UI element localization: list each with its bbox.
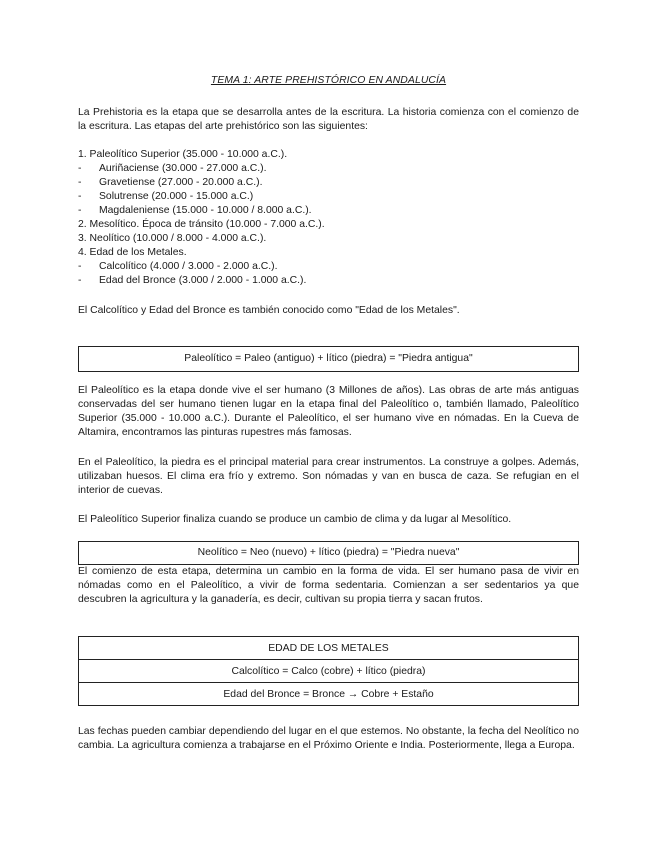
metals-table bbox=[78, 636, 579, 706]
neolitico-definition-box: Neolítico = Neo (nuevo) + lítico (piedra) = "Piedra nueva" bbox=[78, 541, 579, 565]
page-title: TEMA 1: ARTE PREHISTÓRICO EN ANDALUCÍA bbox=[210, 75, 447, 86]
dash-marker: - bbox=[78, 163, 82, 174]
substage-label: Solutrense (20.000 - 15.000 a.C.) bbox=[99, 191, 254, 202]
table-row bbox=[79, 660, 579, 683]
paleolitico-definition-box: Paleolítico = Paleo (antiguo) + lítico (piedra) = "Piedra antigua" bbox=[78, 346, 579, 372]
paleolitico-paragraph-1: El Paleolítico es la etapa donde vive el ser humano (3 Millones de años). Las obras de arte más antiguas conservadas del ser humano tienen lugar en la etapa final del Paleolítico o, también llamado, Paleolítico Superior (35.000 - 10.000 a.C.). Durante el Paleolítico, el ser humano vive en nómadas. En la Cueva de Altamira, encontramos las pinturas rupestres más famosas. bbox=[78, 385, 579, 438]
stage-item-mesolitico: 2. Mesolítico. Época de tránsito (10.000 - 7.000 a.C.). bbox=[78, 219, 325, 230]
paleolitico-paragraph-3: El Paleolítico Superior finaliza cuando se produce un cambio de clima y da lugar al Mesolítico. bbox=[78, 514, 512, 525]
substage-item bbox=[78, 162, 579, 176]
dash-marker: - bbox=[78, 205, 82, 216]
neolitico-paragraph: El comienzo de esta etapa, determina un cambio en la forma de vida. El ser humano pasa de vivir en nómadas como en el Paleolítico, a vivir de forma sedentaria. Comienzan a ser sedentarios ya que descubren la agricultura y la ganadería, es decir, cultivan su propia tierra y sacan frutos. bbox=[78, 566, 579, 605]
final-paragraph: Las fechas pueden cambiar dependiendo del lugar en el que estemos. No obstante, la fecha del Neolítico no cambia. La agricultura comienza a trabajarse en el Próximo Oriente e India. Posteriormente, llega a Europa. bbox=[78, 726, 579, 751]
table-row bbox=[79, 683, 579, 706]
substage-label: Auriñaciense (30.000 - 27.000 a.C.). bbox=[99, 163, 267, 174]
stage-item-neolitico: 3. Neolítico (10.000 / 8.000 - 4.000 a.C.). bbox=[78, 233, 267, 244]
paleolitico-paragraph-2: En el Paleolítico, la piedra es el principal material para crear instrumentos. La construye a golpes. Además, utilizaban huesos. El clima era frío y extremo. Son nómadas y van en busca de caza. Se refugian en el interior de cuevas. bbox=[78, 457, 579, 496]
substage-label: Calcolítico (4.000 / 3.000 - 2.000 a.C.). bbox=[99, 261, 278, 272]
table-row bbox=[79, 637, 579, 660]
dash-marker: - bbox=[78, 275, 82, 286]
stage-item-edad-metales: 4. Edad de los Metales. bbox=[78, 247, 187, 258]
substage-label: Magdaleniense (15.000 - 10.000 / 8.000 a.C.). bbox=[99, 205, 312, 216]
calcolitico-definition-cell: Calcolítico = Calco (cobre) + lítico (piedra) bbox=[79, 660, 579, 683]
substage-item bbox=[78, 190, 579, 204]
metals-table-header: EDAD DE LOS METALES bbox=[79, 637, 579, 660]
substage-item bbox=[78, 274, 579, 288]
intro-paragraph: La Prehistoria es la etapa que se desarrolla antes de la escritura. La historia comienza con el comienzo de la escritura. Las etapas del arte prehistórico son las siguientes: bbox=[78, 107, 579, 132]
metals-note-paragraph: El Calcolítico y Edad del Bronce es también conocido como "Edad de los Metales". bbox=[78, 305, 460, 316]
substage-item bbox=[78, 176, 579, 190]
substage-item bbox=[78, 260, 579, 274]
stages-list bbox=[78, 148, 579, 288]
dash-marker: - bbox=[78, 191, 82, 202]
substage-label: Edad del Bronce (3.000 / 2.000 - 1.000 a.C.). bbox=[99, 275, 307, 286]
dash-marker: - bbox=[78, 177, 82, 188]
bronce-definition-cell: Edad del Bronce = Bronce → Cobre + Estaño bbox=[79, 683, 579, 706]
dash-marker: - bbox=[78, 261, 82, 272]
substage-item bbox=[78, 204, 579, 218]
stage-item-paleolitico-superior: 1. Paleolítico Superior (35.000 - 10.000 a.C.). bbox=[78, 149, 288, 160]
substage-label: Gravetiense (27.000 - 20.000 a.C.). bbox=[99, 177, 263, 188]
